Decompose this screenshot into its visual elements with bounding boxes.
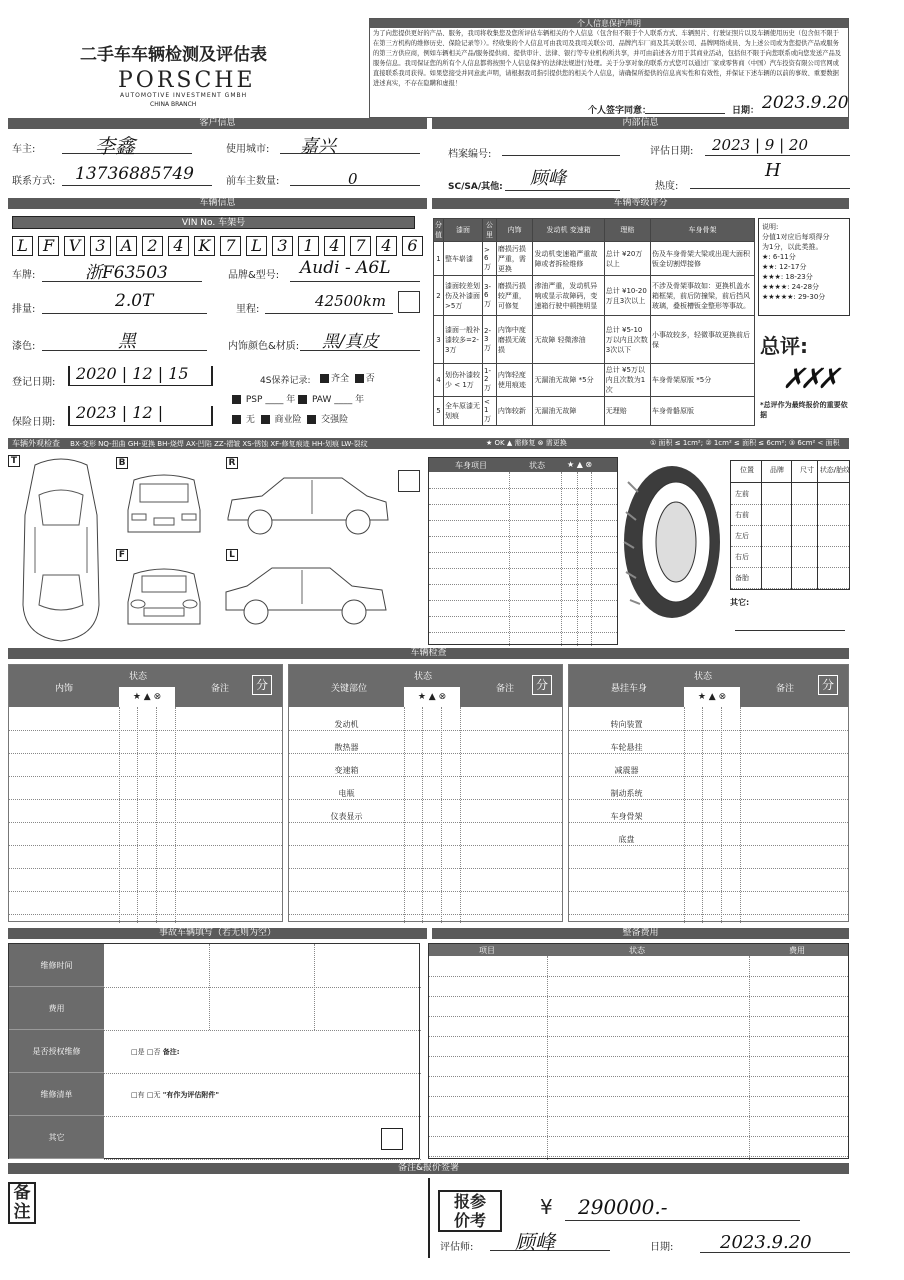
body-item-row[interactable]	[429, 584, 617, 585]
inspection-row[interactable]	[569, 753, 848, 754]
inspection-item: 车轮悬挂	[610, 743, 643, 752]
grade-header: 分值	[434, 219, 444, 242]
reno-header: 费用	[789, 946, 805, 955]
prev-owner-label: 前车主数量:	[226, 176, 280, 187]
inspection-row[interactable]	[9, 868, 282, 869]
inspection-row[interactable]	[569, 914, 848, 915]
footer-bar: 备注&报价签署	[8, 1163, 849, 1174]
vin-char: V	[64, 236, 85, 256]
inspection-block-title: 关键部位	[330, 684, 367, 694]
exterior-bar: 车辆外观检查 BX-变形 NQ-扭曲 GH-更换 BH-烧焊 AX-凹陷 ZZ-褶皱 XS-锈蚀 XF-修复痕迹 HH-划痕 LW-裂纹 ★ OK ▲ 需修复 ⊗ 需更换 ① 面积 ≤ 1cm²; ② 1cm² ≤ 面积 ≤ 6cm²; ③ 6cm² < 面积	[8, 438, 849, 449]
grade-note-line: 分值1对应后每项得分	[762, 233, 830, 241]
vin-char: 7	[350, 236, 371, 256]
reno-header: 项目	[479, 946, 495, 955]
accident-row-label: 其它	[9, 1116, 104, 1159]
tire-row-label: 右后	[735, 553, 749, 561]
interior-label: 内饰颜色&材质:	[228, 341, 300, 352]
car-top-view	[15, 455, 107, 645]
grade-header: 车身骨架	[651, 219, 755, 242]
body-item-row[interactable]	[429, 600, 617, 601]
brand-logo: PORSCHE	[118, 68, 256, 93]
inspection-block: 关键部位 状态 ★ ▲ ⊗ 备注 分 发动机 散热器 变速箱 电瓶 仪表显示	[288, 664, 563, 922]
vin-char: 4	[168, 236, 189, 256]
grade-note-line: ★★★★: 24-28分	[762, 283, 820, 291]
tire-row-label: 备胎	[735, 574, 749, 582]
grade-note-line: ★: 6-11分	[762, 253, 796, 261]
inspection-item: 转向装置	[610, 720, 643, 729]
quote-value: 290000.-	[578, 1195, 668, 1219]
total-score-scribble: ✗✗✗	[782, 362, 835, 395]
contact-label: 联系方式:	[12, 176, 56, 187]
brand-subtitle-2: CHINA BRANCH	[150, 101, 197, 108]
grade-note-line: 为1分，以此类推。	[762, 243, 823, 251]
inspection-row[interactable]	[9, 776, 282, 777]
grade-cell: 车身骨架原版 *5分	[651, 364, 755, 397]
vin-char: 6	[402, 236, 423, 256]
city-value: 嘉兴	[300, 136, 336, 157]
inspection-row[interactable]	[289, 753, 562, 754]
reg-date-label: 登记日期:	[12, 377, 56, 388]
inspection-item: 散热器	[334, 743, 359, 752]
authorized-repair-options[interactable]: □是 □否 备注:	[131, 1048, 180, 1056]
reno-row[interactable]	[429, 976, 848, 977]
insurance-date-value: 2023 | 12 |	[76, 403, 164, 422]
accident-row-label: 维修清单	[9, 1073, 104, 1116]
accident-bar: 事故车辆填写（若无则为空）	[8, 928, 427, 939]
grade-header: 内饰	[496, 219, 533, 242]
date-label: 日期：	[732, 106, 760, 116]
eval-date-value: 2023 | 9 | 20	[712, 136, 808, 154]
vin-char: 1	[298, 236, 319, 256]
inspection-row[interactable]	[289, 891, 562, 892]
view-f-label: F	[116, 549, 128, 561]
inspection-item: 车身骨架	[610, 812, 643, 821]
vin-boxes	[12, 236, 427, 256]
grade-cell: 内饰轻度使用痕迹	[496, 364, 533, 397]
grade-cell: 3-6万	[482, 276, 496, 316]
heat-value: H	[765, 160, 781, 181]
owner-label: 车主:	[12, 144, 36, 155]
remark-label: 备注	[8, 1182, 36, 1224]
eval-date-label: 评估日期:	[650, 146, 694, 157]
inspection-row[interactable]	[289, 845, 562, 846]
grade-cell: 4	[434, 364, 444, 397]
tire-table	[730, 460, 850, 590]
inspection-item: 电瓶	[338, 789, 355, 798]
inspection-row[interactable]	[9, 891, 282, 892]
reno-row[interactable]	[429, 1036, 848, 1037]
sign-label: 个人签字同意：	[588, 106, 652, 116]
grade-cell: 漆面较差划伤及补漆面>5万	[444, 276, 483, 316]
grade-cell: 总计 ¥5-10万以内且次数3次以下	[604, 316, 650, 364]
file-no-label: 档案编号:	[448, 149, 492, 160]
sc-value: 顾峰	[530, 168, 566, 189]
note-header: 备注	[211, 684, 230, 694]
prev-owner-value: 0	[348, 170, 358, 188]
color-label: 漆色:	[12, 341, 36, 352]
grade-note-box	[758, 218, 850, 316]
note-header: 备注	[496, 684, 515, 694]
footer-date-label: 日期:	[650, 1242, 674, 1253]
inspection-row[interactable]	[569, 730, 848, 731]
vehicle-bar: 车辆信息	[8, 198, 427, 209]
grade-cell: 无故障 轻微渗油	[533, 316, 604, 364]
insurance-date-label: 保险日期:	[12, 417, 56, 428]
accident-row-label: 费用	[9, 987, 104, 1030]
footer-date-value: 2023.9.20	[720, 1232, 812, 1253]
view-t-label: T	[8, 455, 20, 467]
vin-char: F	[38, 236, 59, 256]
tire-illustration	[618, 462, 726, 622]
inspection-bar: 车辆检查	[8, 648, 849, 659]
inspection-row[interactable]	[289, 776, 562, 777]
view-b-label: B	[116, 457, 128, 469]
reno-bar: 整备费用	[432, 928, 849, 939]
internal-bar: 内部信息	[432, 118, 849, 129]
reno-header: 状态	[629, 946, 645, 955]
grade-header: 理赔	[604, 219, 650, 242]
grade-cell: > 6万	[482, 242, 496, 276]
grade-cell: 漆面一般补漆较多=2-3万	[444, 316, 483, 364]
total-label: 总评:	[760, 334, 808, 358]
tire-row-label: 左前	[735, 490, 749, 498]
reno-row[interactable]	[429, 1156, 848, 1157]
displacement-label: 排量:	[12, 304, 36, 315]
grade-cell: 3	[434, 316, 444, 364]
inspection-item: 减震器	[614, 766, 639, 775]
body-item-row[interactable]	[429, 504, 617, 505]
tire-header: 品牌	[770, 466, 784, 474]
grade-cell: 车身骨骼原版	[651, 397, 755, 426]
grade-row	[434, 316, 755, 364]
vin-char: 3	[272, 236, 293, 256]
inspection-item: 仪表显示	[330, 812, 363, 821]
vin-char: 7	[220, 236, 241, 256]
accident-row-label: 是否授权维修	[9, 1030, 104, 1073]
reno-row[interactable]	[429, 1056, 848, 1057]
inspection-row[interactable]	[289, 799, 562, 800]
grade-cell: 全车原漆无划痕	[444, 397, 483, 426]
body-item-row[interactable]	[429, 616, 617, 617]
vin-char: L	[246, 236, 267, 256]
grade-cell: 小事故较多，轻微事故更换前后保	[651, 316, 755, 364]
car-back-view	[120, 470, 208, 542]
tire-other-label: 其它:	[730, 598, 750, 607]
inspection-row[interactable]	[569, 776, 848, 777]
model-value: Audi - A6L	[300, 258, 391, 278]
grade-cell: 划伤补漆较少 < 1万	[444, 364, 483, 397]
tire-header: 状态/胎纹	[819, 466, 851, 474]
vin-char: K	[194, 236, 215, 256]
body-items-table: 车身项目 状态 ★ ▲ ⊗	[428, 457, 618, 645]
total-note: *总评作为最终报价的重要依据	[760, 401, 848, 419]
mileage-label: 里程:	[236, 304, 260, 315]
vin-char: L	[12, 236, 33, 256]
grade-cell: 伤及车身骨架大梁或出现大面积钣金切割焊接修	[651, 242, 755, 276]
inspection-block-title: 内饰	[54, 684, 73, 694]
inspection-row[interactable]	[569, 845, 848, 846]
grade-header: 漆面	[444, 219, 483, 242]
grade-cell: 1	[434, 242, 444, 276]
grade-header: 公里	[482, 219, 496, 242]
privacy-text: 为了向您提供更好的产品、服务，我司将收集您及您所评估车辆相关的个人信息（包含但不限于个人联系方式、车辆照片、行驶证照片以及车辆使用历史（包含但不限于在第三方机构的维修历史、保险记录等））。经收集的个人信息可由我司及我司关联公司、品牌汽车厂商及其关联公司、品牌网络成员、为上述公司或为您提供产品或服务的第三方供应商，例如车辆相关产品/服务提供商、提供审计、法律、银行等专业机构所共享，并可由前述各方用于其商业活动，包括但不限于向您联系或向您发送产品及服务信息。我司保证您的所有个人信息都将按照个人信息保护的法律法规进行处理。关于分享对象的联系方式您可以通过厂家或零售商（中国）汽车投资有限公司官网或直接联系我司获得。如果您接受并同意此声明，请根据我司指引提供您的相关个人信息，请确保所提供的信息真实性和有效性，并保证下述车辆的以前的事故、重要数据进述真实，不存在隐瞒和虚报！	[373, 30, 842, 87]
grade-cell: 无漏油无故障 *5分	[533, 364, 604, 397]
note-header: 备注	[776, 684, 795, 694]
other-checkbox[interactable]	[381, 1128, 403, 1150]
grade-cell: 不涉及骨架事故如：更换机盖水箱框架，前后防撞梁，前后挡风玻璃，叠板槽钣金整形等事故。	[651, 276, 755, 316]
inspection-row[interactable]	[569, 822, 848, 823]
grade-row	[434, 242, 755, 276]
score-box: 分	[252, 675, 272, 695]
tire-row-label: 右前	[735, 511, 749, 519]
vin-char: 3	[90, 236, 111, 256]
grade-cell: 2-3万	[482, 316, 496, 364]
body-item-row[interactable]	[429, 536, 617, 537]
grade-cell: 发动机变速箱严重故障或者拆检维修	[533, 242, 604, 276]
grade-table	[433, 218, 755, 426]
grade-cell: 磨损污损严重，需更换	[496, 242, 533, 276]
interior-value: 黑/真皮	[322, 332, 379, 352]
grade-cell: 内饰较新	[496, 397, 533, 426]
vin-char: 4	[324, 236, 345, 256]
inspection-row[interactable]	[9, 845, 282, 846]
accident-row-label: 维修时间	[9, 944, 104, 987]
inspection-row[interactable]	[9, 799, 282, 800]
status-header: 状态	[694, 672, 713, 682]
currency-symbol: ¥	[540, 1195, 553, 1219]
body-item-row[interactable]	[429, 632, 617, 633]
grade-cell: 内饰中度磨损无破损	[496, 316, 533, 364]
grade-row	[434, 397, 755, 426]
reno-row[interactable]	[429, 1076, 848, 1077]
sign-date: 2023.9.20	[762, 93, 849, 113]
grade-cell: 无漏油无故障	[533, 397, 604, 426]
inspection-item: 变速箱	[334, 766, 359, 775]
score-box: 分	[818, 675, 838, 695]
grade-cell: 渗油严重，发动机异响或显示故障码，变速箱行驶中顿挫明显	[533, 276, 604, 316]
vin-char: 4	[376, 236, 397, 256]
inspection-row[interactable]	[289, 822, 562, 823]
grade-cell: 总计 ¥20万以上	[604, 242, 650, 276]
view-l-label: L	[226, 549, 238, 561]
grade-cell: 1-2万	[482, 364, 496, 397]
grade-cell: 整车崭漆	[444, 242, 483, 276]
grade-note-line: ★★: 12-17分	[762, 263, 807, 271]
inspection-block: 内饰 状态 ★ ▲ ⊗ 备注 分	[8, 664, 283, 922]
tire-header: 尺寸	[800, 466, 814, 474]
grade-cell: 无理赔	[604, 397, 650, 426]
privacy-title: 个人信息保护声明	[370, 19, 848, 28]
plate-label: 车牌:	[12, 270, 36, 281]
appraiser-signature: 顾峰	[515, 1230, 555, 1254]
body-item-row[interactable]	[429, 568, 617, 569]
contact-value: 13736885749	[75, 164, 194, 184]
displacement-value: 2.0T	[115, 291, 154, 311]
grade-row	[434, 364, 755, 397]
brand-subtitle: AUTOMOTIVE INVESTMENT GMBH	[120, 92, 248, 99]
body-item-row[interactable]	[429, 552, 617, 553]
repair-list-options[interactable]: □有 □无 "有作为评估附件"	[131, 1091, 220, 1099]
tire-row-label: 左后	[735, 532, 749, 540]
insurance-options[interactable]: 无 商业险 交强险	[232, 412, 348, 425]
body-item-row[interactable]	[429, 520, 617, 521]
grade-header: 发动机 变速箱	[533, 219, 604, 242]
inspection-row[interactable]	[289, 914, 562, 915]
mileage-checkbox[interactable]	[398, 291, 420, 313]
tire-header: 位置	[740, 466, 754, 474]
inspection-row[interactable]	[9, 753, 282, 754]
service-record-options[interactable]: 齐全 否	[320, 371, 375, 384]
model-label: 品牌&型号:	[228, 270, 280, 281]
heat-label: 热度:	[655, 181, 679, 192]
body-item-row[interactable]	[429, 488, 617, 489]
view-r-label: R	[226, 457, 238, 469]
customer-bar: 客户信息	[8, 118, 427, 129]
grade-cell: 总计 ¥5万以内且次数为1次	[604, 364, 650, 397]
grade-bar: 车辆等级评分	[432, 198, 849, 209]
reno-row[interactable]	[429, 1096, 848, 1097]
appraiser-label: 评估师:	[440, 1242, 474, 1253]
inspection-item: 制动系统	[610, 789, 643, 798]
exterior-checkbox[interactable]	[398, 470, 420, 492]
service-record-label: 4S保养记录:	[260, 376, 311, 386]
sc-label: SC/SA/其他:	[448, 182, 503, 192]
inspection-row[interactable]	[9, 730, 282, 731]
reg-date-value: 2020 | 12 | 15	[76, 364, 189, 383]
inspection-row[interactable]	[289, 730, 562, 731]
inspection-row[interactable]	[9, 914, 282, 915]
grade-cell: 5	[434, 397, 444, 426]
reno-row[interactable]	[429, 1136, 848, 1137]
accident-table	[8, 943, 420, 1159]
reno-row[interactable]	[429, 996, 848, 997]
car-front-view	[120, 564, 208, 632]
city-label: 使用城市:	[226, 144, 270, 155]
inspection-block: 悬挂车身 状态 ★ ▲ ⊗ 备注 分 转向装置 车轮悬挂 减震器 制动系统 车身骨架 底盘	[568, 664, 849, 922]
mileage-value: 42500km	[315, 292, 387, 310]
psp-paw-row[interactable]: PSP ____ 年 PAW ____ 年	[232, 392, 364, 405]
score-box: 分	[532, 675, 552, 695]
vin-char: A	[116, 236, 137, 256]
inspection-row[interactable]	[569, 868, 848, 869]
car-right-view	[222, 470, 392, 542]
privacy-box	[369, 18, 849, 118]
status-header: 状态	[129, 672, 148, 682]
inspection-row[interactable]	[9, 822, 282, 823]
inspection-row[interactable]	[289, 868, 562, 869]
color-value: 黑	[118, 331, 136, 352]
grade-note-line: ★★★: 18-23分	[762, 273, 813, 281]
grade-note-title: 说明:	[762, 223, 779, 231]
inspection-row[interactable]	[569, 891, 848, 892]
inspection-item: 发动机	[334, 720, 359, 729]
vin-char: 2	[142, 236, 163, 256]
grade-row	[434, 276, 755, 316]
vin-bar: VIN No. 车架号	[12, 216, 415, 229]
reno-row[interactable]	[429, 1016, 848, 1017]
plate-value: 浙F63503	[85, 263, 168, 283]
grade-cell: 总计 ¥10-20万且3次以上	[604, 276, 650, 316]
quote-label: 报参价考	[438, 1190, 502, 1232]
inspection-item: 底盘	[618, 835, 635, 844]
reno-table	[428, 943, 849, 1159]
page-title: 二手车车辆检测及评估表	[80, 45, 267, 65]
grade-note-line: ★★★★★: 29-30分	[762, 293, 826, 301]
grade-cell: < 1万	[482, 397, 496, 426]
grade-cell: 2	[434, 276, 444, 316]
owner-value: 李鑫	[95, 134, 135, 158]
status-header: 状态	[414, 672, 433, 682]
reno-row[interactable]	[429, 1116, 848, 1117]
inspection-row[interactable]	[569, 799, 848, 800]
car-left-view	[222, 560, 392, 632]
inspection-block-title: 悬挂车身	[610, 684, 647, 694]
grade-cell: 磨损污损较严重，可修复	[496, 276, 533, 316]
